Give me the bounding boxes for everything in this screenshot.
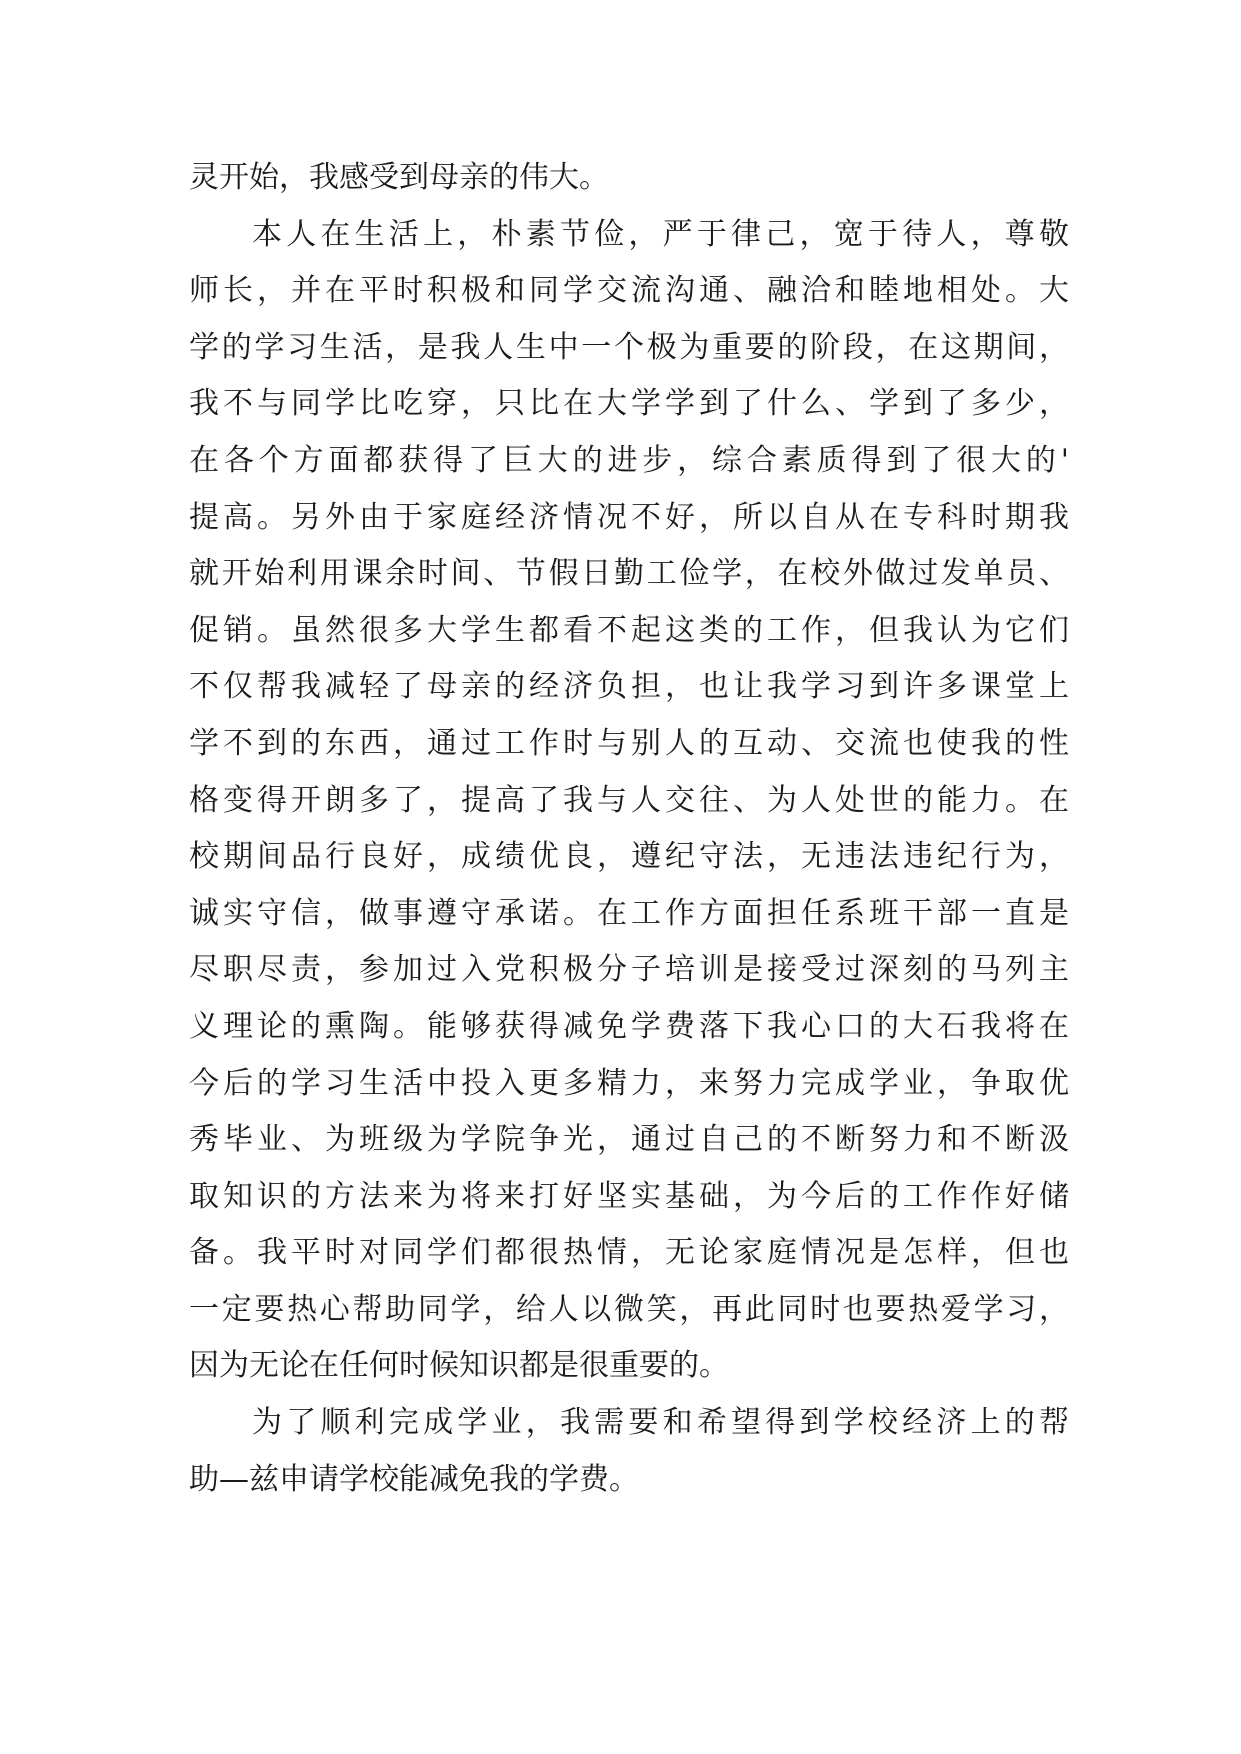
text-line: 灵开始，我感受到母亲的伟大。 — [189, 160, 609, 195]
paragraph — [189, 207, 1069, 1395]
body-text — [189, 150, 1069, 1508]
text-line: 提高。另外由于家庭经济情况不好，所以自从在专科时期我 — [189, 499, 1069, 535]
text-line: 学不到的东西，通过工作时与别人的互动、交流也使我的性 — [189, 725, 1069, 761]
text-line: 助—兹申请学校能减免我的学费。 — [189, 1461, 639, 1497]
text-line: 一定要热心帮助同学，给人以微笑，再此同时也要热爱学习， — [189, 1291, 1069, 1327]
text-line: 校期间品行良好，成绩优良，遵纪守法，无违法违纪行为， — [189, 839, 1069, 875]
text-line: 义理论的熏陶。能够获得减免学费落下我心口的大石我将在 — [189, 1008, 1069, 1044]
text-line: 备。我平时对同学们都很热情，无论家庭情况是怎样，但也 — [189, 1235, 1069, 1271]
paragraph — [189, 150, 1069, 207]
text-line: 我不与同学比吃穿，只比在大学学到了什么、学到了多少， — [189, 386, 1069, 422]
text-line: 今后的学习生活中投入更多精力，来努力完成学业，争取优 — [189, 1065, 1069, 1101]
text-line: 促销。虽然很多大学生都看不起这类的工作，但我认为它们 — [189, 612, 1069, 648]
text-line: 为了顺利完成学业，我需要和希望得到学校经济上的帮 — [252, 1405, 1069, 1441]
text-line: 学的学习生活，是我人生中一个极为重要的阶段，在这期间， — [189, 329, 1069, 365]
text-line: 在各个方面都获得了巨大的进步，综合素质得到了很大的' — [189, 442, 1069, 478]
text-line: 取知识的方法来为将来打好坚实基础，为今后的工作作好储 — [189, 1178, 1069, 1214]
text-line: 因为无论在任何时候知识都是很重要的。 — [189, 1348, 729, 1384]
text-line: 诚实守信，做事遵守承诺。在工作方面担任系班干部一直是 — [189, 895, 1069, 931]
text-line: 格变得开朗多了，提高了我与人交往、为人处世的能力。在 — [189, 782, 1069, 818]
text-line: 本人在生活上，朴素节俭，严于律己，宽于待人，尊敬 — [252, 216, 1069, 252]
text-line: 师长，并在平时积极和同学交流沟通、融洽和睦地相处。大 — [189, 273, 1069, 309]
text-line: 就开始利用课余时间、节假日勤工俭学，在校外做过发单员、 — [189, 556, 1069, 592]
text-line: 尽职尽责，参加过入党积极分子培训是接受过深刻的马列主 — [189, 952, 1069, 988]
paragraph — [189, 1395, 1069, 1508]
text-line: 秀毕业、为班级为学院争光，通过自己的不断努力和不断汲 — [189, 1122, 1069, 1158]
text-line: 不仅帮我减轻了母亲的经济负担，也让我学习到许多课堂上 — [189, 669, 1069, 705]
